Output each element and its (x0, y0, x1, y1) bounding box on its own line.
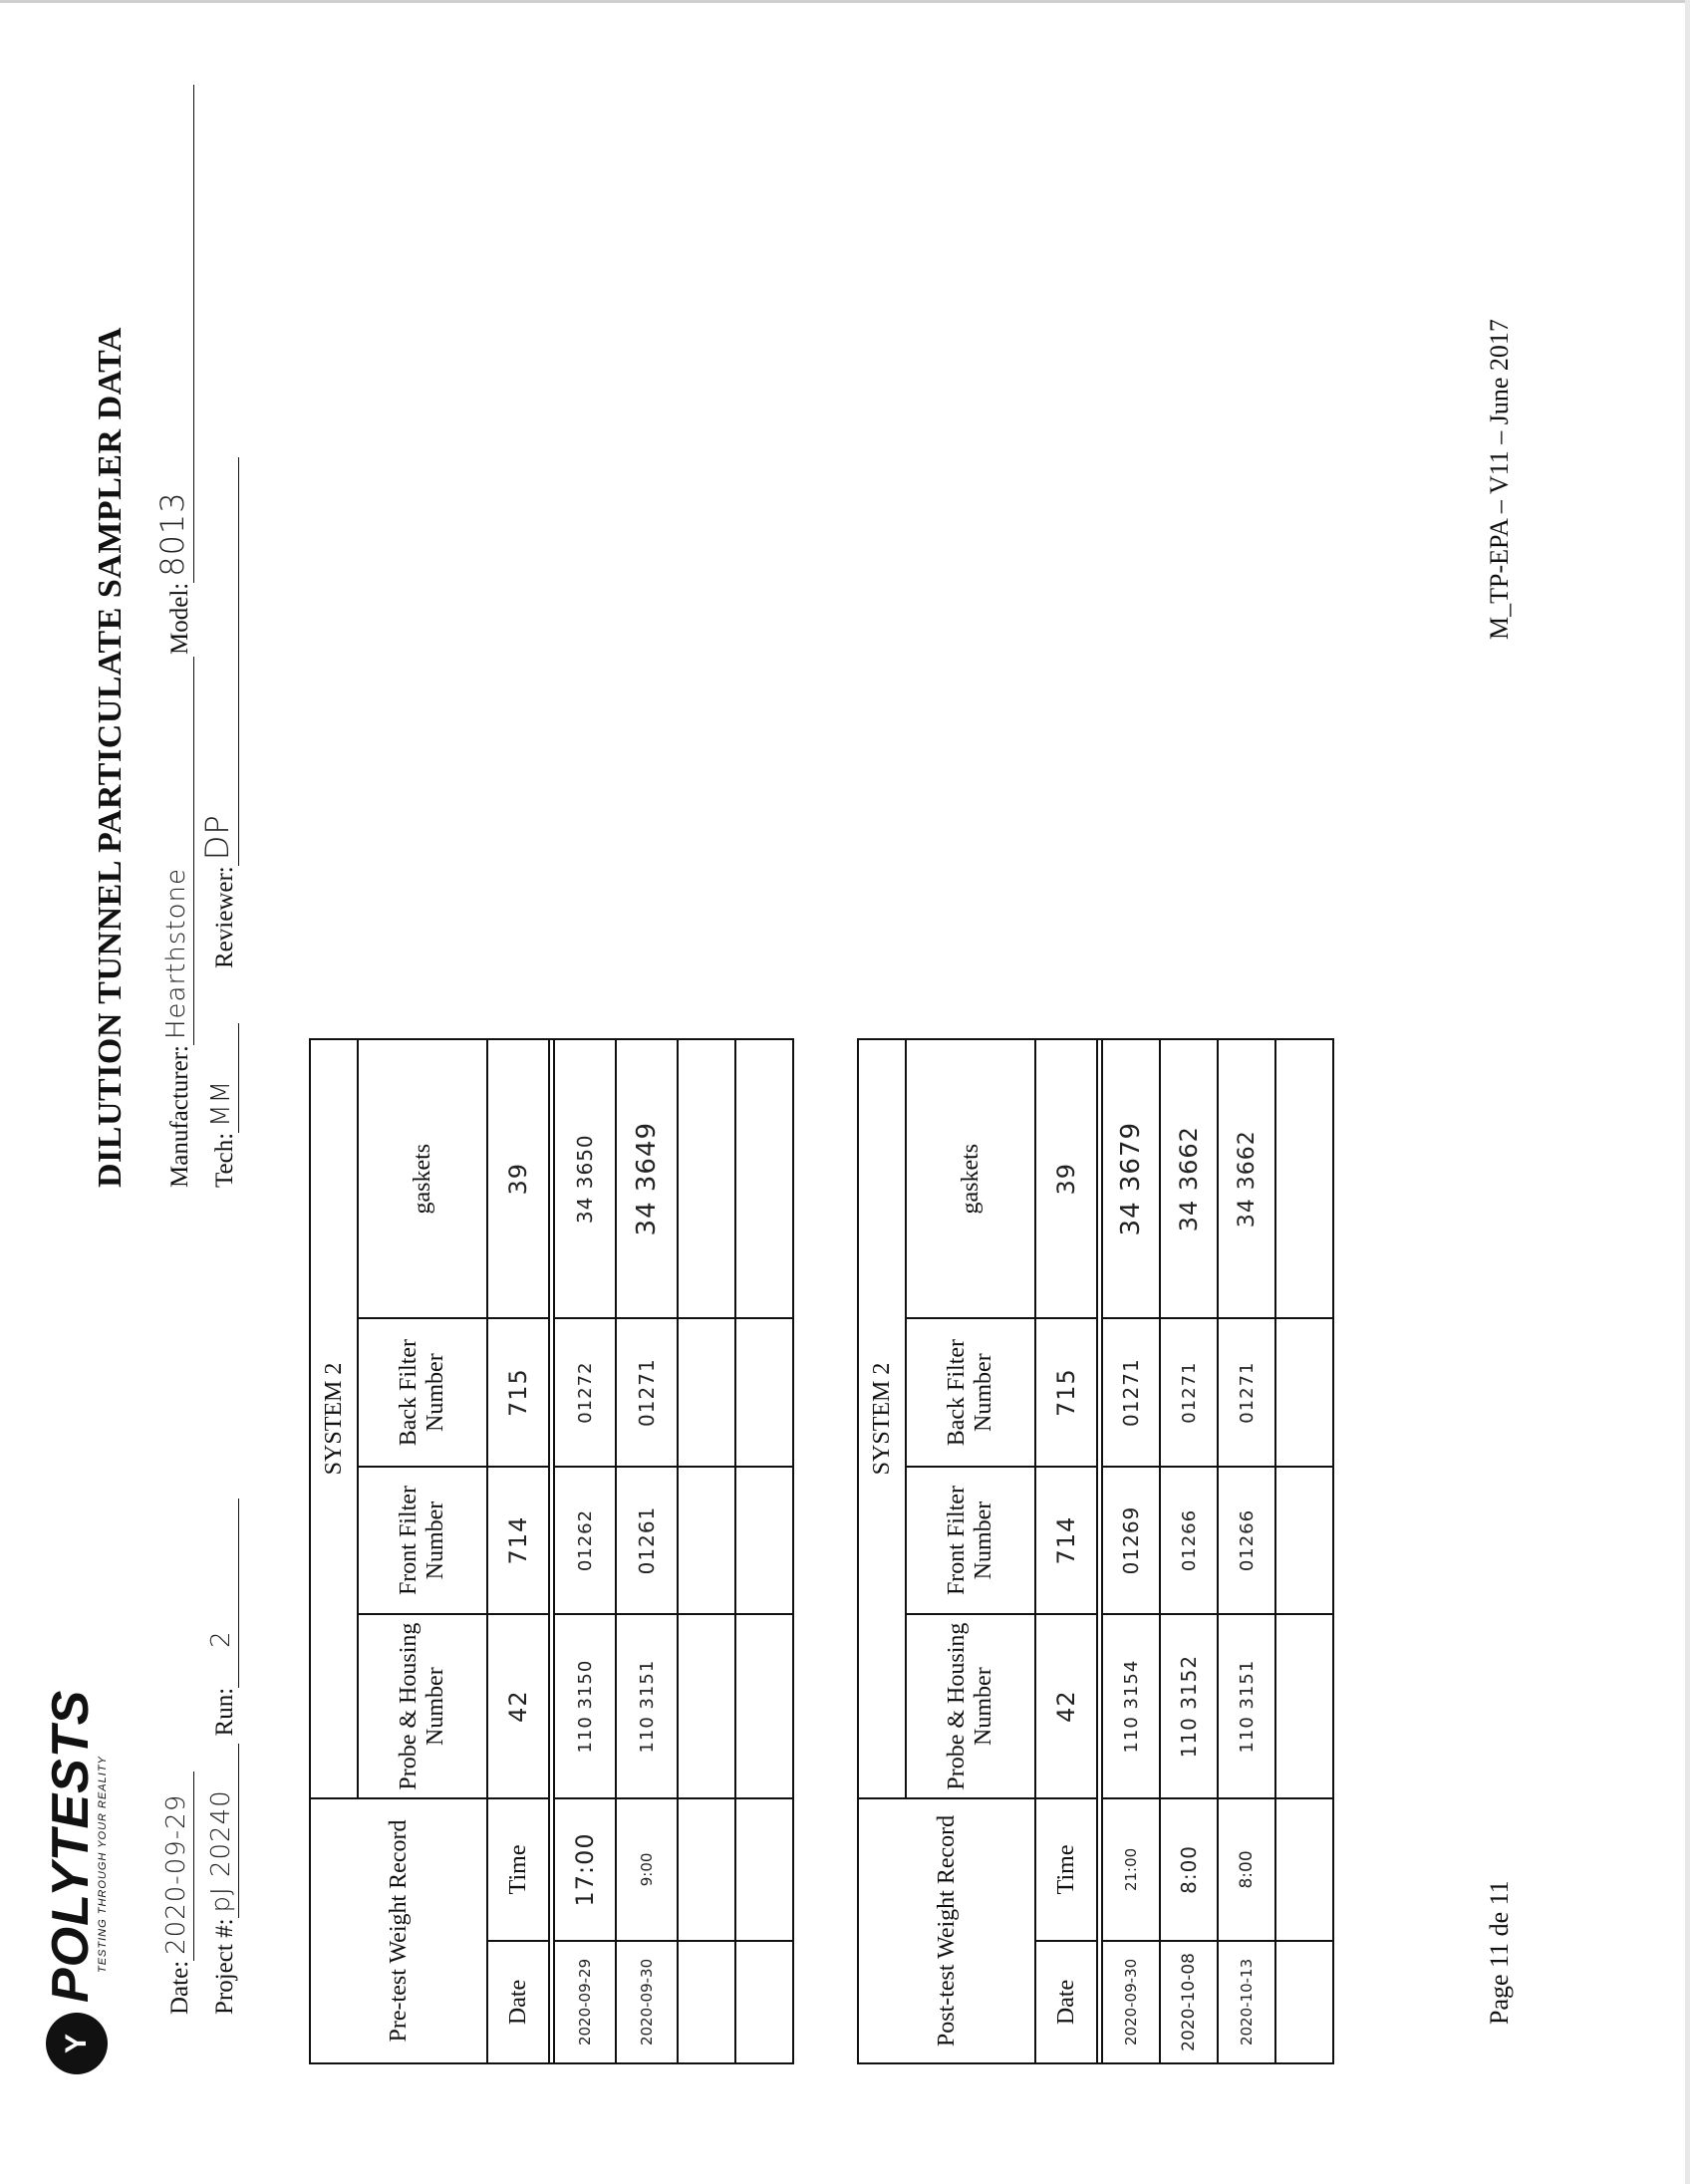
logo-name: POLYTESTS (42, 1689, 100, 2003)
pretest-table (309, 1038, 794, 2064)
pretest-header-date: Date (487, 1941, 549, 2063)
table-cell (735, 1941, 793, 2063)
table-row (1275, 1039, 1333, 2063)
posttest-id-row (1035, 1039, 1097, 2063)
posttest-header-time: Time (1035, 1798, 1097, 1941)
run-label: Run: (211, 1687, 238, 1737)
posttest-front-id: 714 (1035, 1467, 1097, 1614)
table-cell (678, 1941, 735, 2063)
page-number: Page 11 de 11 (1485, 1880, 1514, 2025)
table-cell: 17:00 (554, 1798, 616, 1941)
table-cell: 01262 (554, 1467, 616, 1614)
table-cell: 34 3679 (1102, 1039, 1160, 1318)
table-cell (678, 1467, 735, 1614)
table-cell (735, 1039, 793, 1318)
pretest-header-back-filter: Back Filter Number (358, 1318, 487, 1466)
table-cell (735, 1467, 793, 1614)
date-field (159, 1772, 194, 2015)
table-row (1218, 1039, 1275, 2063)
pretest-front-id: 714 (487, 1467, 549, 1614)
table-cell (678, 1798, 735, 1941)
posttest-header-gaskets: gaskets (906, 1039, 1035, 1318)
posttest-system-label: SYSTEM 2 (858, 1039, 906, 1798)
pretest-system-label: SYSTEM 2 (310, 1039, 358, 1798)
table-row (1102, 1039, 1160, 2063)
table-cell (1275, 1614, 1333, 1798)
reviewer-label: Reviewer: (211, 866, 238, 968)
table-cell: 110 3152 (1160, 1614, 1218, 1798)
table-cell: 01261 (616, 1467, 678, 1614)
table-cell: 34 3650 (554, 1039, 616, 1318)
posttest-gaskets-id: 39 (1035, 1039, 1097, 1318)
table-cell: 34 3662 (1160, 1039, 1218, 1318)
project-value: pJ 20240 (206, 1789, 236, 1913)
table-cell: 34 3662 (1218, 1039, 1275, 1318)
table-cell (735, 1798, 793, 1941)
table-cell (735, 1614, 793, 1798)
model-value: 8013 (153, 491, 191, 577)
posttest-header-front-filter: Front Filter Number (906, 1467, 1035, 1614)
pretest-probe-id: 42 (487, 1614, 549, 1798)
manufacturer-label: Manufacturer: (166, 1045, 193, 1188)
logo-tagline: TESTING THROUGH YOUR REALITY (97, 1756, 109, 1973)
table-cell: 01271 (1218, 1318, 1275, 1466)
posttest-header-date: Date (1035, 1941, 1097, 2063)
pretest-header-time: Time (487, 1798, 549, 1941)
table-cell: 01271 (1160, 1318, 1218, 1466)
table-cell: 21:00 (1102, 1798, 1160, 1941)
table-cell: 01272 (554, 1318, 616, 1466)
form-title: DILUTION TUNNEL PARTICULATE SAMPLER DATA (92, 327, 129, 1188)
manufacturer-value: Hearthstone (161, 868, 191, 1040)
tech-field (204, 1023, 239, 1188)
table-cell: 110 3150 (554, 1614, 616, 1798)
model-field (153, 85, 194, 655)
table-cell: 34 3649 (616, 1039, 678, 1318)
posttest-back-id: 715 (1035, 1318, 1097, 1466)
table-cell (1275, 1798, 1333, 1941)
table-cell (678, 1318, 735, 1466)
table-cell (735, 1318, 793, 1466)
table-cell: 01269 (1102, 1467, 1160, 1614)
posttest-probe-id: 42 (1035, 1614, 1097, 1798)
table-cell: 2020-09-30 (1102, 1941, 1160, 2063)
run-value: 2 (206, 1630, 236, 1648)
posttest-table (857, 1038, 1334, 2064)
form-id: M_TP-EPA – V11 – June 2017 (1485, 319, 1514, 640)
project-label: Project #: (211, 1918, 238, 2015)
pretest-header-probe: Probe & Housing Number (358, 1614, 487, 1798)
table-cell: 9:00 (616, 1798, 678, 1941)
table-cell: 110 3151 (1218, 1614, 1275, 1798)
posttest-header-back-filter: Back Filter Number (906, 1318, 1035, 1466)
table-cell: 2020-10-08 (1160, 1941, 1218, 2063)
posttest-header-probe: Probe & Housing Number (906, 1614, 1035, 1798)
table-cell: 110 3151 (616, 1614, 678, 1798)
model-label: Model: (166, 582, 193, 655)
logo-mark-icon: Y (46, 2013, 108, 2074)
pretest-gaskets-id: 39 (487, 1039, 549, 1318)
table-cell (1275, 1318, 1333, 1466)
table-row (616, 1039, 678, 2063)
reviewer-value: DP (198, 814, 236, 861)
table-cell: 01271 (616, 1318, 678, 1466)
table-row (1160, 1039, 1218, 2063)
table-cell (1275, 1941, 1333, 2063)
posttest-record-label: Post-test Weight Record (858, 1798, 1035, 2063)
table-row (735, 1039, 793, 2063)
pretest-back-id: 715 (487, 1318, 549, 1466)
table-cell: 2020-09-29 (554, 1941, 616, 2063)
reviewer-field (198, 457, 239, 968)
table-cell: 01271 (1102, 1318, 1160, 1466)
tech-label: Tech: (211, 1132, 238, 1188)
table-cell: 2020-09-30 (616, 1941, 678, 2063)
polytests-logo (42, 1689, 109, 2074)
table-cell (678, 1614, 735, 1798)
pretest-header-gaskets: gaskets (358, 1039, 487, 1318)
table-cell: 8:00 (1218, 1798, 1275, 1941)
table-cell: 2020-10-13 (1218, 1941, 1275, 2063)
table-cell (678, 1039, 735, 1318)
table-row (678, 1039, 735, 2063)
table-cell (1275, 1467, 1333, 1614)
table-cell: 01266 (1218, 1467, 1275, 1614)
table-row (554, 1039, 616, 2063)
pretest-id-row (487, 1039, 549, 2063)
table-cell: 110 3154 (1102, 1614, 1160, 1798)
pretest-header-front-filter: Front Filter Number (358, 1467, 487, 1614)
table-cell: 01266 (1160, 1467, 1218, 1614)
table-cell: 8:00 (1160, 1798, 1218, 1941)
table-cell (1275, 1039, 1333, 1318)
date-value: 2020-09-29 (161, 1793, 191, 1955)
tech-value: MM (206, 1079, 236, 1127)
manufacturer-field (159, 657, 194, 1188)
pretest-record-label: Pre-test Weight Record (310, 1798, 487, 2063)
project-field (204, 1499, 239, 2015)
date-label: Date: (166, 1960, 193, 2015)
